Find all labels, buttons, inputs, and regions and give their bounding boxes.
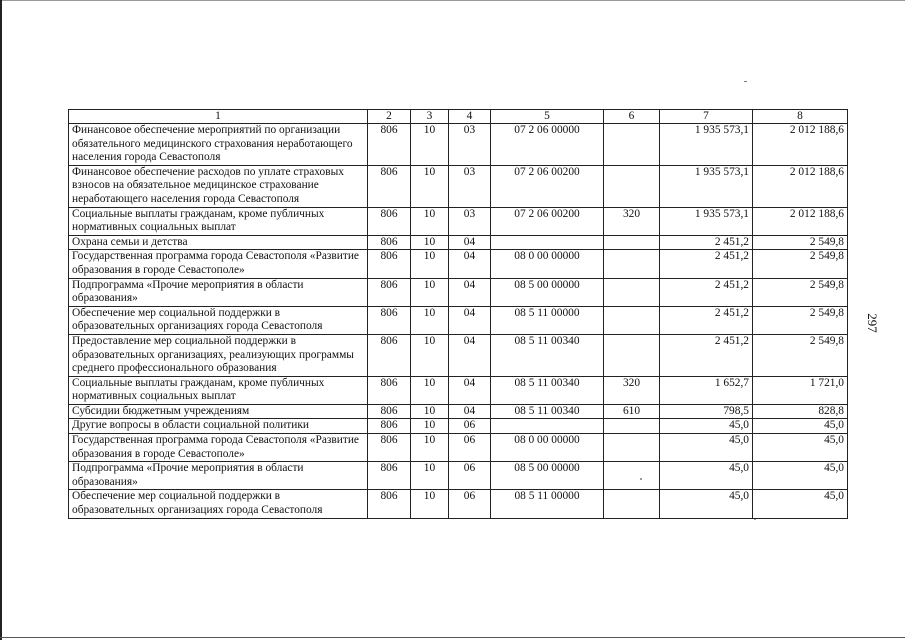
cell-expense-type [604,250,660,278]
cell-amount-year1: 798,5 [660,404,753,419]
cell-name: Финансовое обеспечение мероприятий по организации обязательного медицинского страхования неработающего населения города Севастополя [69,124,368,166]
cell-amount-year2: 45,0 [753,490,848,518]
cell-amount-year2: 2 012 188,6 [753,207,848,235]
page-number: 297 [864,313,880,333]
table-row [69,250,848,278]
cell-section: 10 [411,462,449,490]
cell-amount-year2: 45,0 [753,419,848,434]
cell-subsection: 06 [449,434,491,462]
cell-grbs: 806 [368,404,411,419]
cell-section: 10 [411,434,449,462]
scan-bottom-edge [0,637,905,638]
table-row [69,278,848,306]
cell-amount-year2: 45,0 [753,462,848,490]
cell-amount-year1: 45,0 [660,462,753,490]
cell-target-code: 08 5 11 00340 [491,404,604,419]
scan-top-edge [0,0,905,1]
cell-grbs: 806 [368,124,411,166]
cell-expense-type: 610 [604,404,660,419]
table-row [69,306,848,334]
cell-subsection: 04 [449,278,491,306]
cell-amount-year1: 1 652,7 [660,376,753,404]
cell-amount-year2: 1 721,0 [753,376,848,404]
cell-amount-year1: 1 935 573,1 [660,207,753,235]
cell-section: 10 [411,124,449,166]
cell-grbs: 806 [368,434,411,462]
cell-grbs: 806 [368,165,411,207]
cell-section: 10 [411,165,449,207]
cell-target-code [491,235,604,250]
cell-expense-type [604,124,660,166]
cell-amount-year1: 2 451,2 [660,235,753,250]
cell-section: 10 [411,207,449,235]
cell-grbs: 806 [368,334,411,376]
cell-grbs: 806 [368,462,411,490]
table-body [69,110,848,519]
cell-section: 10 [411,376,449,404]
cell-expense-type [604,434,660,462]
header-cell: 2 [368,110,411,124]
table-row [69,124,848,166]
cell-target-code: 07 2 06 00200 [491,207,604,235]
cell-name: Подпрограмма «Прочие мероприятия в области образования» [69,278,368,306]
cell-target-code: 08 0 00 00000 [491,434,604,462]
cell-name: Предоставление мер социальной поддержки в образовательных организациях, реализующих программы среднего профессионального образования [69,334,368,376]
cell-expense-type [604,419,660,434]
cell-amount-year1: 45,0 [660,434,753,462]
cell-target-code: 07 2 06 00000 [491,124,604,166]
cell-amount-year2: 2 012 188,6 [753,165,848,207]
budget-table [68,109,848,519]
cell-name: Обеспечение мер социальной поддержки в образовательных организациях города Севастополя [69,306,368,334]
cell-subsection: 06 [449,462,491,490]
cell-amount-year2: 2 549,8 [753,306,848,334]
table-row [69,235,848,250]
cell-expense-type: 320 [604,207,660,235]
cell-target-code: 08 5 11 00000 [491,490,604,518]
cell-target-code [491,419,604,434]
cell-name: Обеспечение мер социальной поддержки в образовательных организациях города Севастополя [69,490,368,518]
cell-subsection: 03 [449,165,491,207]
cell-amount-year2: 45,0 [753,434,848,462]
cell-target-code: 08 5 11 00340 [491,334,604,376]
table-row [69,434,848,462]
cell-amount-year2: 2 549,8 [753,250,848,278]
cell-grbs: 806 [368,306,411,334]
table-row [69,419,848,434]
header-cell: 3 [411,110,449,124]
cell-subsection: 04 [449,404,491,419]
cell-name: Государственная программа города Севастополя «Развитие образования в городе Севастополе» [69,434,368,462]
cell-amount-year1: 45,0 [660,490,753,518]
cell-target-code: 08 0 00 00000 [491,250,604,278]
cell-subsection: 04 [449,250,491,278]
table-row [69,490,848,518]
cell-name: Государственная программа города Севастополя «Развитие образования в городе Севастополе» [69,250,368,278]
cell-amount-year1: 1 935 573,1 [660,165,753,207]
cell-amount-year2: 2 012 188,6 [753,124,848,166]
cell-name: Финансовое обеспечение расходов по уплате страховых взносов на обязательное медицинское страхование неработающего населения города Севастополя [69,165,368,207]
cell-target-code: 08 5 11 00000 [491,306,604,334]
cell-target-code: 08 5 11 00340 [491,376,604,404]
scan-mark [744,81,747,82]
cell-amount-year1: 1 935 573,1 [660,124,753,166]
cell-amount-year1: 2 451,2 [660,278,753,306]
cell-subsection: 06 [449,490,491,518]
cell-section: 10 [411,250,449,278]
table-row [69,404,848,419]
cell-target-code: 08 5 00 00000 [491,278,604,306]
cell-grbs: 806 [368,490,411,518]
cell-subsection: 03 [449,124,491,166]
cell-amount-year1: 2 451,2 [660,306,753,334]
cell-expense-type [604,334,660,376]
cell-subsection: 06 [449,419,491,434]
cell-grbs: 806 [368,419,411,434]
cell-subsection: 04 [449,334,491,376]
cell-section: 10 [411,235,449,250]
header-cell: 6 [604,110,660,124]
cell-amount-year2: 2 549,8 [753,278,848,306]
cell-amount-year2: 2 549,8 [753,235,848,250]
cell-grbs: 806 [368,376,411,404]
header-cell: 8 [753,110,848,124]
cell-expense-type: 320 [604,376,660,404]
cell-section: 10 [411,419,449,434]
cell-name: Подпрограмма «Прочие мероприятия в области образования» [69,462,368,490]
cell-grbs: 806 [368,278,411,306]
cell-name: Другие вопросы в области социальной политики [69,419,368,434]
header-cell: 7 [660,110,753,124]
cell-amount-year1: 2 451,2 [660,334,753,376]
cell-grbs: 806 [368,207,411,235]
cell-section: 10 [411,278,449,306]
table-row [69,165,848,207]
cell-amount-year1: 45,0 [660,419,753,434]
header-cell: 1 [69,110,368,124]
cell-amount-year1: 2 451,2 [660,250,753,278]
cell-section: 10 [411,306,449,334]
table-row [69,207,848,235]
cell-subsection: 04 [449,306,491,334]
table-row [69,376,848,404]
table-row [69,462,848,490]
header-row [69,110,848,124]
cell-expense-type [604,462,660,490]
cell-expense-type [604,235,660,250]
cell-subsection: 04 [449,376,491,404]
cell-subsection: 04 [449,235,491,250]
table-row [69,334,848,376]
cell-expense-type [604,306,660,334]
cell-grbs: 806 [368,235,411,250]
cell-expense-type [604,490,660,518]
header-cell: 5 [491,110,604,124]
cell-grbs: 806 [368,250,411,278]
header-cell: 4 [449,110,491,124]
cell-name: Социальные выплаты гражданам, кроме публичных нормативных социальных выплат [69,376,368,404]
cell-section: 10 [411,334,449,376]
cell-name: Охрана семьи и детства [69,235,368,250]
cell-section: 10 [411,490,449,518]
cell-section: 10 [411,404,449,419]
cell-amount-year2: 2 549,8 [753,334,848,376]
cell-target-code: 08 5 00 00000 [491,462,604,490]
cell-amount-year2: 828,8 [753,404,848,419]
scan-left-edge [0,0,2,640]
cell-name: Субсидии бюджетным учреждениям [69,404,368,419]
cell-target-code: 07 2 06 00200 [491,165,604,207]
cell-expense-type [604,278,660,306]
cell-subsection: 03 [449,207,491,235]
cell-expense-type [604,165,660,207]
cell-name: Социальные выплаты гражданам, кроме публичных нормативных социальных выплат [69,207,368,235]
